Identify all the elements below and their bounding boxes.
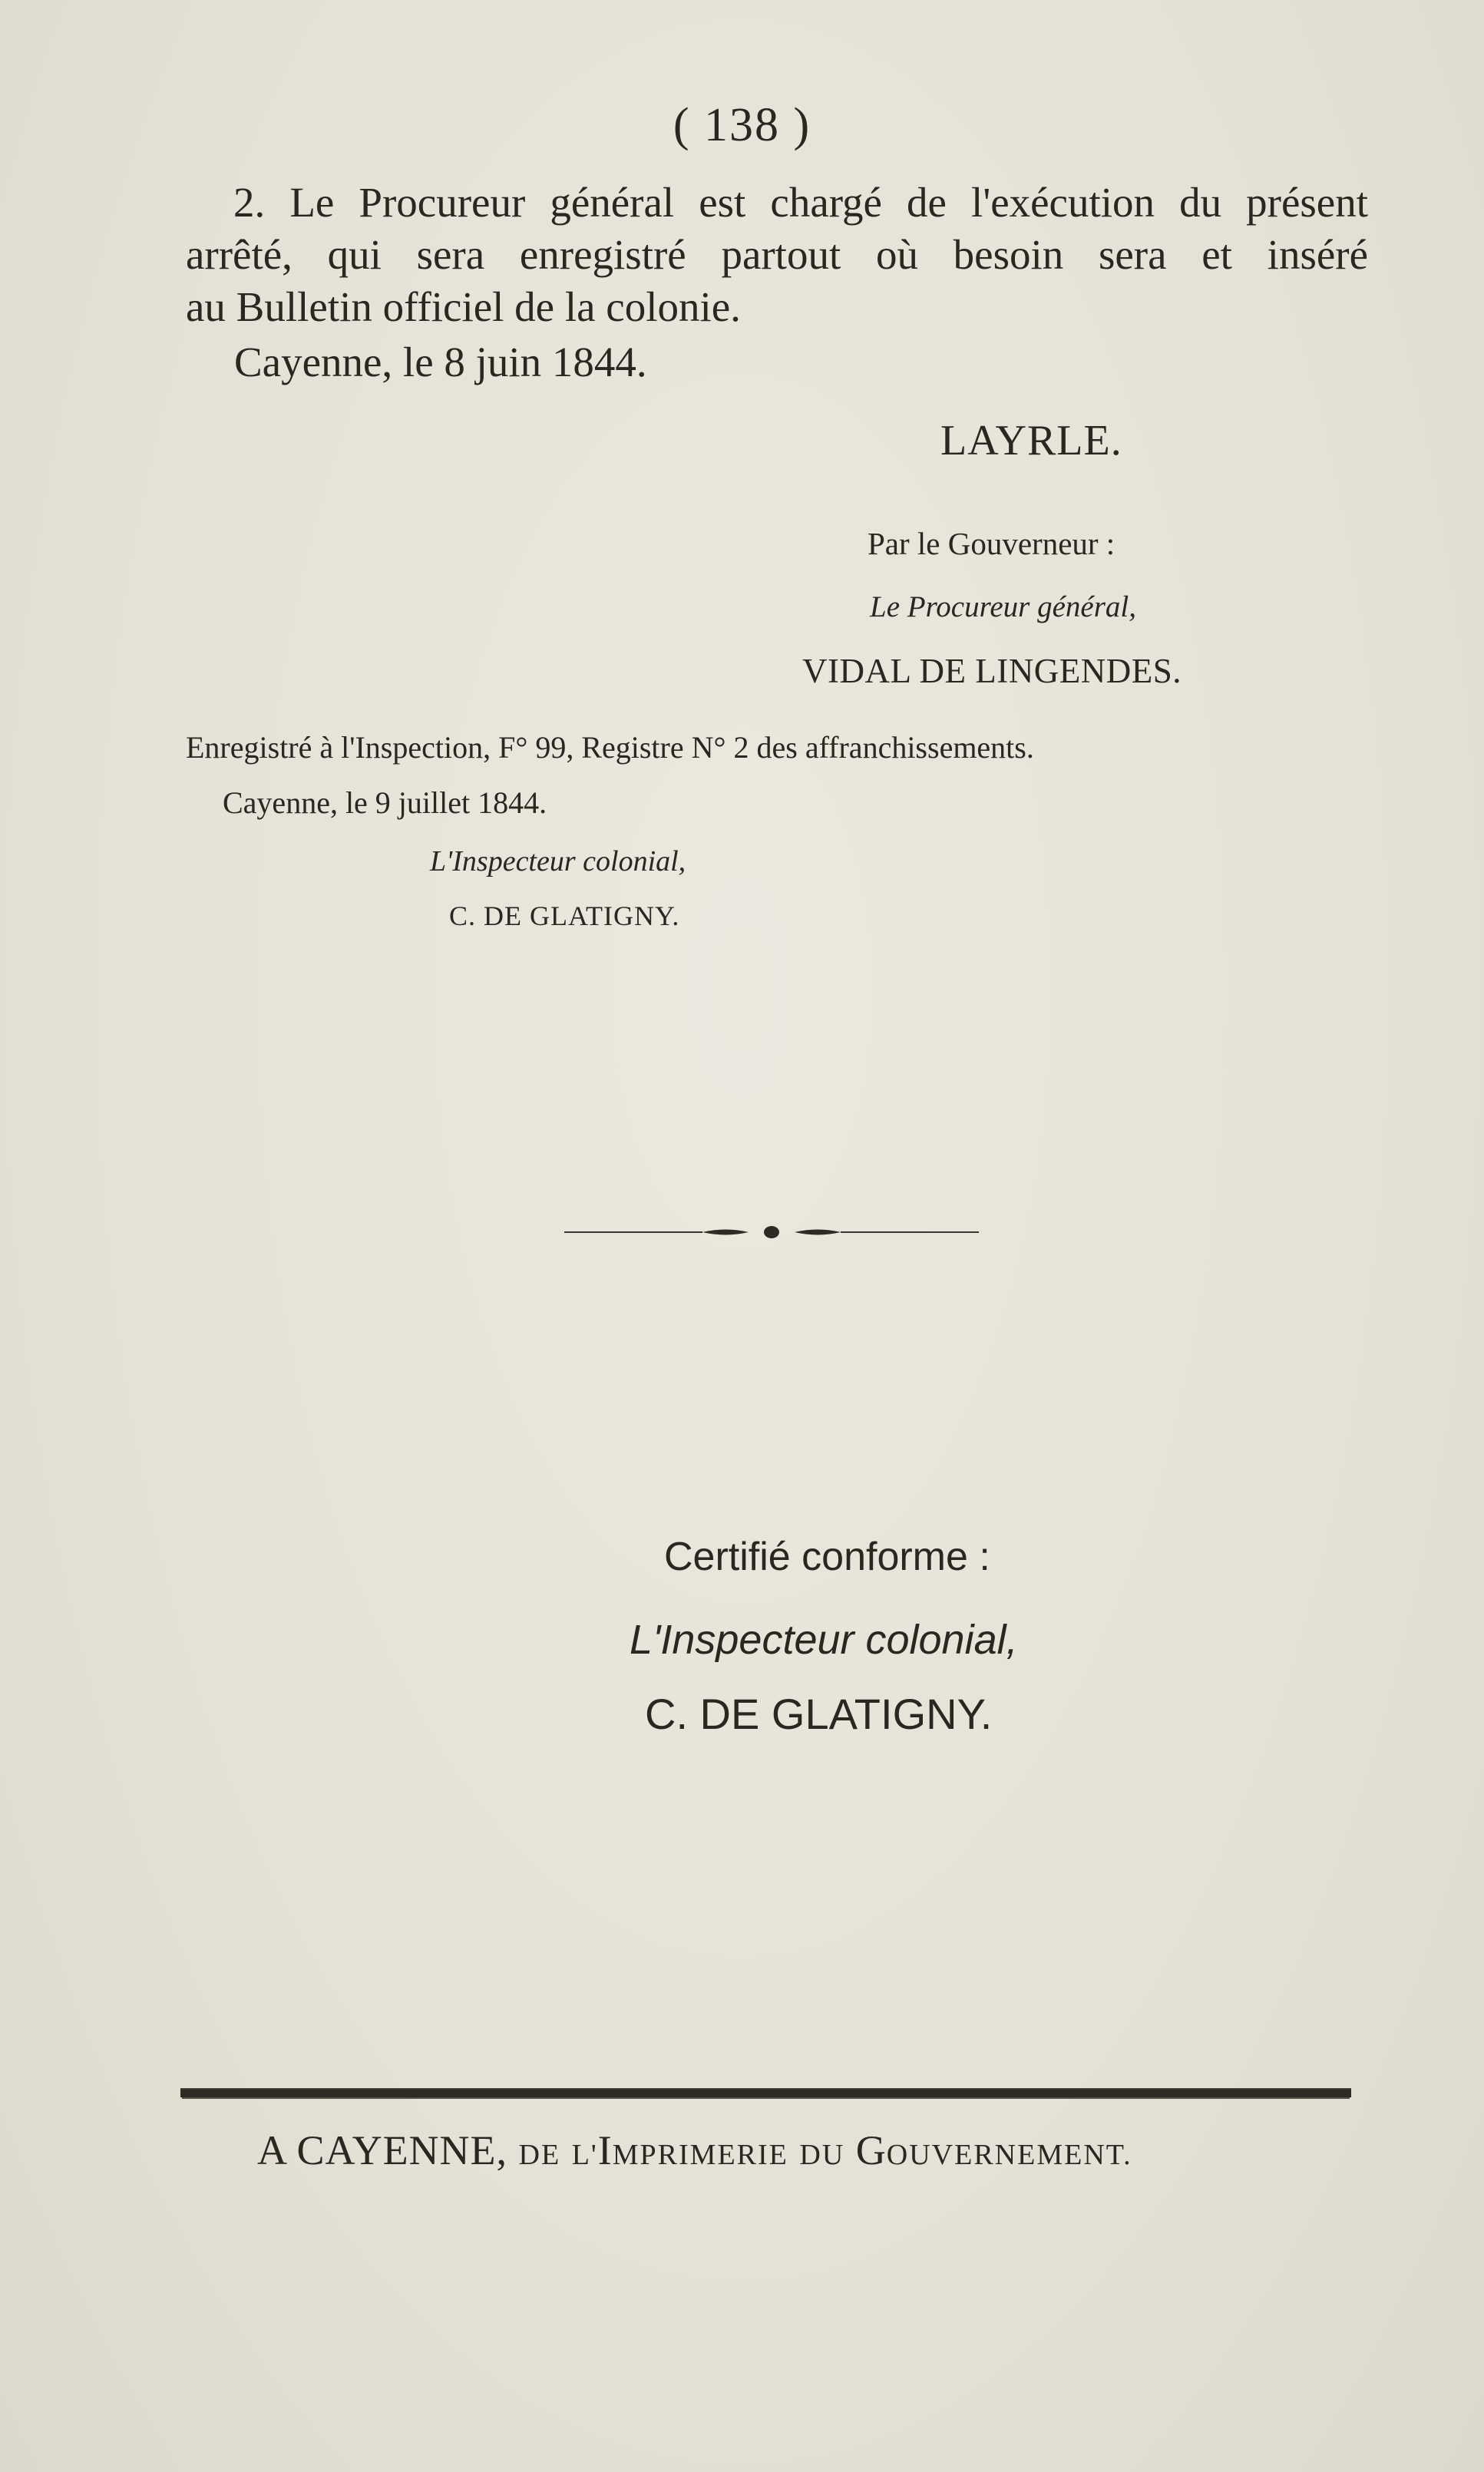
- registration-text: Enregistré à l'Inspection, F° 99, Registre N° 2 des affranchissements.: [186, 730, 1034, 765]
- imprint-de: DE: [518, 2139, 561, 2171]
- certification-name: C. DE GLATIGNY.: [645, 1690, 993, 1738]
- imprint-city: A CAYENNE,: [257, 2127, 508, 2173]
- imprint-l: L': [571, 2139, 598, 2171]
- imprint-g-cap: G: [855, 2127, 887, 2173]
- registration-date: Cayenne, le 9 juillet 1844.: [223, 785, 547, 820]
- inspector-title: L'Inspecteur colonial,: [430, 845, 686, 877]
- certification-role: L'Inspecteur colonial,: [630, 1617, 1018, 1663]
- imprint-du: DU: [799, 2139, 845, 2171]
- by-governor-label: Par le Gouverneur :: [868, 526, 1115, 561]
- inspector-name: C. DE GLATIGNY.: [449, 901, 680, 931]
- printer-imprint: [257, 2127, 1132, 2174]
- governor-signature: LAYRLE.: [940, 417, 1122, 464]
- article-date: Cayenne, le 8 juin 1844.: [234, 339, 647, 385]
- procureur-title: Le Procureur général,: [870, 590, 1136, 623]
- article-line: arrêté, qui sera enregistré partout où besoin sera et inséré: [186, 231, 1368, 278]
- article-line: 2. Le Procureur général est chargé de l'exécution du présent: [233, 179, 1368, 226]
- imprint-ouvernement: OUVERNEMENT.: [886, 2139, 1132, 2171]
- procureur-name: VIDAL DE LINGENDES.: [802, 652, 1182, 690]
- article-paragraph: [186, 177, 1368, 333]
- ornament-divider-icon: [564, 1221, 979, 1244]
- imprint-rule: [180, 2088, 1351, 2097]
- certification-title: Certifié conforme :: [664, 1535, 990, 1579]
- article-line: au Bulletin officiel de la colonie.: [186, 283, 741, 330]
- page-number: ( 138 ): [673, 99, 811, 151]
- imprint-i-cap: I: [597, 2127, 613, 2173]
- imprint-mprimerie: MPRIMERIE: [612, 2139, 788, 2171]
